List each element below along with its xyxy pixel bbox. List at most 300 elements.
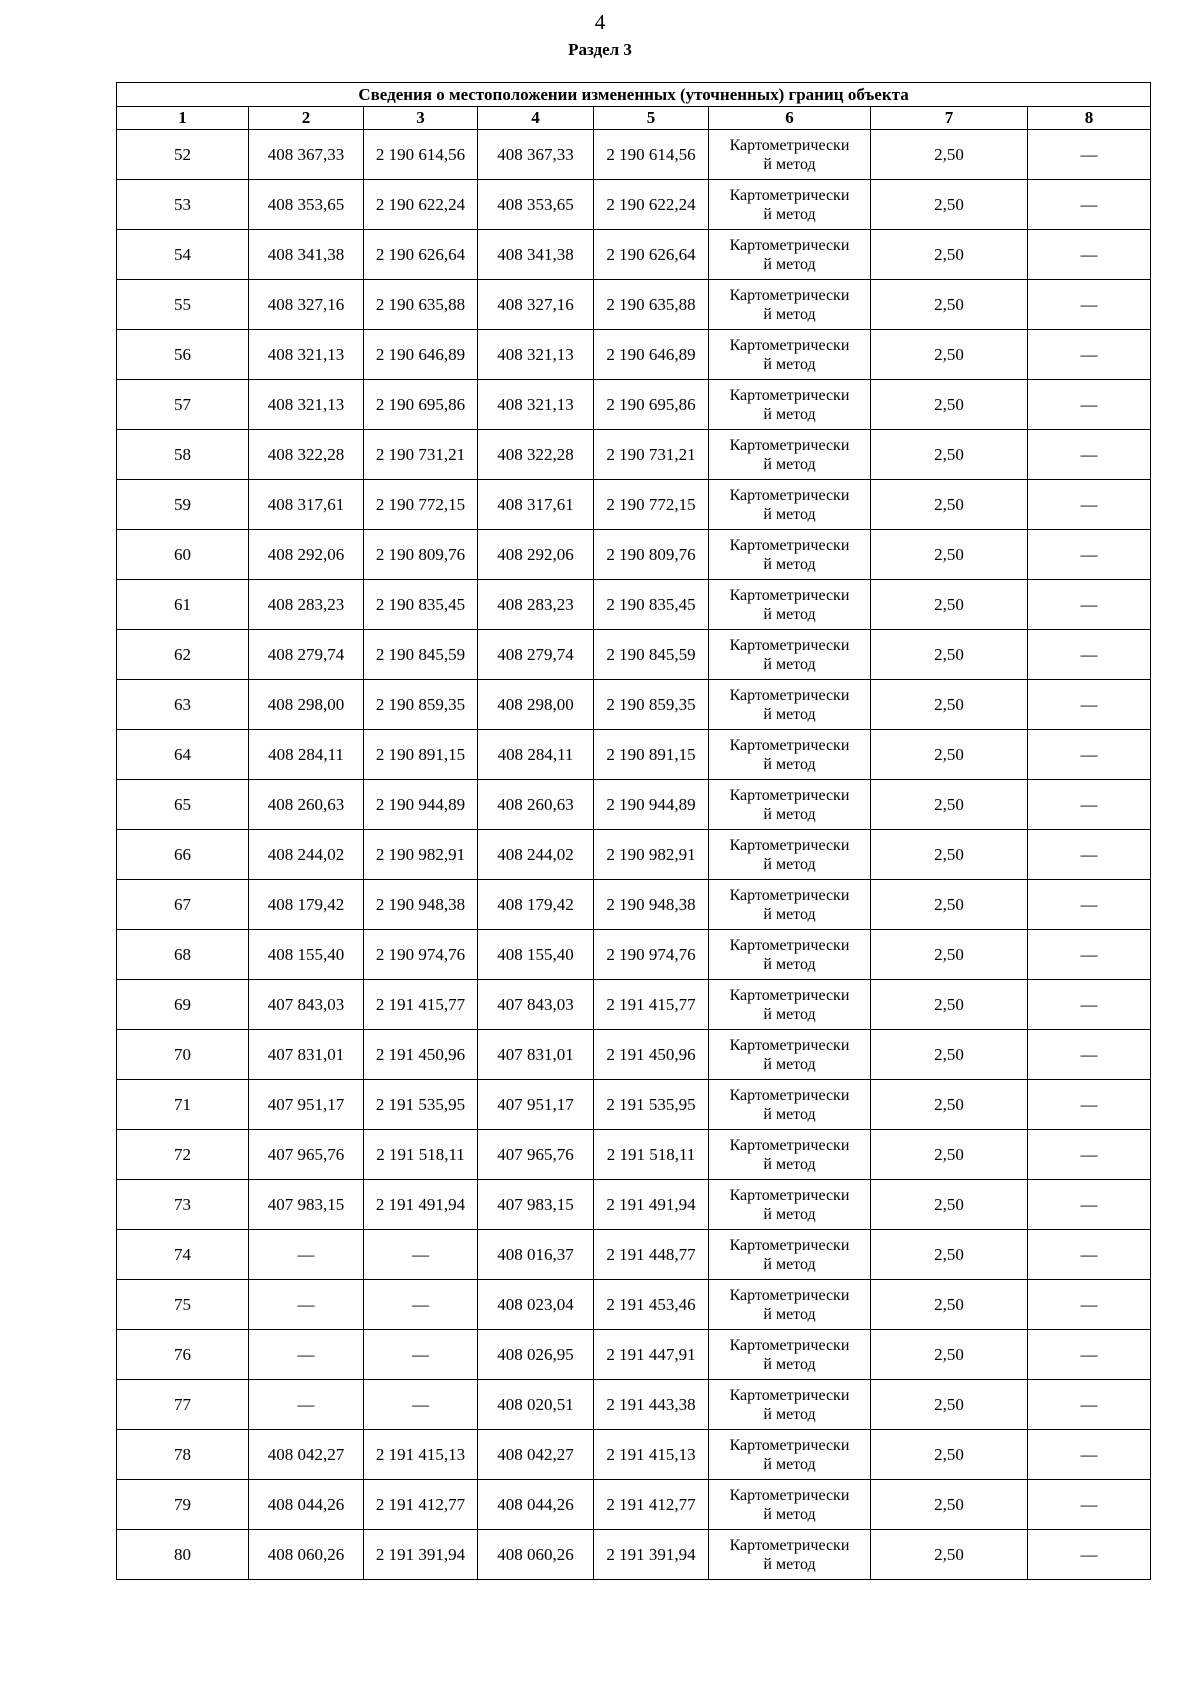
method-text-line2: й метод <box>763 555 816 573</box>
method-text-line2: й метод <box>763 305 816 323</box>
method-cell <box>709 430 871 480</box>
table-body <box>117 130 1151 1580</box>
method-cell <box>709 530 871 580</box>
refined-y-cell: 2 191 491,94 <box>594 1180 709 1230</box>
existing-y-cell: 2 191 450,96 <box>364 1030 478 1080</box>
method-text-line1: Картометрически <box>729 286 850 304</box>
table-row <box>117 230 1151 280</box>
refined-x-cell: 408 298,00 <box>478 680 594 730</box>
existing-y-cell: 2 190 626,64 <box>364 230 478 280</box>
table-row <box>117 480 1151 530</box>
method-text-line2: й метод <box>763 1255 816 1273</box>
refined-x-cell: 408 353,65 <box>478 180 594 230</box>
refined-x-cell: 408 322,28 <box>478 430 594 480</box>
method-cell <box>709 980 871 1030</box>
description-cell: — <box>1028 330 1151 380</box>
method-text-line1: Картометрически <box>729 1186 850 1204</box>
method-text-line2: й метод <box>763 455 816 473</box>
method-cell <box>709 380 871 430</box>
description-cell: — <box>1028 930 1151 980</box>
existing-x-cell: 407 831,01 <box>249 1030 364 1080</box>
point-number-cell: 71 <box>117 1080 249 1130</box>
point-number-cell: 70 <box>117 1030 249 1080</box>
point-number-cell: 62 <box>117 630 249 680</box>
existing-y-cell: 2 190 859,35 <box>364 680 478 730</box>
precision-cell: 2,50 <box>871 1280 1028 1330</box>
precision-cell: 2,50 <box>871 1530 1028 1580</box>
existing-x-cell: 408 321,13 <box>249 380 364 430</box>
method-text-line2: й метод <box>763 655 816 673</box>
existing-y-cell: 2 191 412,77 <box>364 1480 478 1530</box>
method-text-line2: й метод <box>763 605 816 623</box>
refined-x-cell: 408 321,13 <box>478 330 594 380</box>
table-row <box>117 130 1151 180</box>
existing-x-cell: 408 327,16 <box>249 280 364 330</box>
method-text-line2: й метод <box>763 155 816 173</box>
method-text-line1: Картометрически <box>729 1486 850 1504</box>
method-text-line1: Картометрически <box>729 136 850 154</box>
refined-x-cell: 408 179,42 <box>478 880 594 930</box>
refined-x-cell: 408 155,40 <box>478 930 594 980</box>
method-cell <box>709 1330 871 1380</box>
table-row <box>117 1080 1151 1130</box>
existing-y-cell: 2 190 891,15 <box>364 730 478 780</box>
existing-x-cell: 408 060,26 <box>249 1530 364 1580</box>
table-row <box>117 630 1151 680</box>
precision-cell: 2,50 <box>871 1180 1028 1230</box>
existing-y-cell: 2 190 622,24 <box>364 180 478 230</box>
point-number-cell: 61 <box>117 580 249 630</box>
existing-x-cell: 407 951,17 <box>249 1080 364 1130</box>
existing-y-cell: 2 191 391,94 <box>364 1530 478 1580</box>
description-cell: — <box>1028 780 1151 830</box>
point-number-cell: 72 <box>117 1130 249 1180</box>
existing-y-cell: 2 190 974,76 <box>364 930 478 980</box>
table-row <box>117 1180 1151 1230</box>
refined-y-cell: 2 191 391,94 <box>594 1530 709 1580</box>
point-number-cell: 68 <box>117 930 249 980</box>
method-text-line1: Картометрически <box>729 1236 850 1254</box>
existing-x-cell: 408 317,61 <box>249 480 364 530</box>
table-row <box>117 1280 1151 1330</box>
refined-x-cell: 408 283,23 <box>478 580 594 630</box>
method-cell <box>709 680 871 730</box>
precision-cell: 2,50 <box>871 1380 1028 1430</box>
precision-cell: 2,50 <box>871 480 1028 530</box>
existing-y-cell: 2 190 635,88 <box>364 280 478 330</box>
precision-cell: 2,50 <box>871 1030 1028 1080</box>
existing-x-cell: — <box>249 1380 364 1430</box>
method-text-line1: Картометрически <box>729 336 850 354</box>
description-cell: — <box>1028 580 1151 630</box>
precision-cell: 2,50 <box>871 880 1028 930</box>
method-text-line2: й метод <box>763 905 816 923</box>
method-text-line1: Картометрически <box>729 436 850 454</box>
table-row <box>117 180 1151 230</box>
refined-x-cell: 408 292,06 <box>478 530 594 580</box>
refined-y-cell: 2 191 415,13 <box>594 1430 709 1480</box>
method-text-line1: Картометрически <box>729 1336 850 1354</box>
description-cell: — <box>1028 980 1151 1030</box>
precision-cell: 2,50 <box>871 1480 1028 1530</box>
method-text-line1: Картометрически <box>729 736 850 754</box>
table-row <box>117 380 1151 430</box>
description-cell: — <box>1028 1080 1151 1130</box>
column-number-6: 6 <box>709 107 871 130</box>
existing-x-cell: 408 284,11 <box>249 730 364 780</box>
method-cell <box>709 480 871 530</box>
existing-y-cell: — <box>364 1280 478 1330</box>
table-row <box>117 980 1151 1030</box>
description-cell: — <box>1028 180 1151 230</box>
refined-x-cell: 407 983,15 <box>478 1180 594 1230</box>
existing-x-cell: 408 044,26 <box>249 1480 364 1530</box>
point-number-cell: 53 <box>117 180 249 230</box>
precision-cell: 2,50 <box>871 580 1028 630</box>
refined-x-cell: 408 260,63 <box>478 780 594 830</box>
method-text-line2: й метод <box>763 205 816 223</box>
existing-y-cell: 2 190 944,89 <box>364 780 478 830</box>
precision-cell: 2,50 <box>871 780 1028 830</box>
method-text-line2: й метод <box>763 1155 816 1173</box>
existing-x-cell: 408 279,74 <box>249 630 364 680</box>
method-text-line1: Картометрически <box>729 486 850 504</box>
point-number-cell: 77 <box>117 1380 249 1430</box>
method-text-line2: й метод <box>763 1455 816 1473</box>
table-row <box>117 330 1151 380</box>
refined-x-cell: 408 026,95 <box>478 1330 594 1380</box>
method-cell <box>709 130 871 180</box>
existing-x-cell: 408 353,65 <box>249 180 364 230</box>
refined-y-cell: 2 190 695,86 <box>594 380 709 430</box>
method-text-line1: Картометрически <box>729 1036 850 1054</box>
refined-x-cell: 408 016,37 <box>478 1230 594 1280</box>
refined-x-cell: 408 327,16 <box>478 280 594 330</box>
method-text-line2: й метод <box>763 355 816 373</box>
refined-x-cell: 408 284,11 <box>478 730 594 780</box>
existing-x-cell: 408 283,23 <box>249 580 364 630</box>
description-cell: — <box>1028 480 1151 530</box>
table-row <box>117 730 1151 780</box>
table-row <box>117 280 1151 330</box>
method-text-line1: Картометрически <box>729 1536 850 1554</box>
refined-x-cell: 408 023,04 <box>478 1280 594 1330</box>
refined-x-cell: 408 321,13 <box>478 380 594 430</box>
description-cell: — <box>1028 230 1151 280</box>
refined-y-cell: 2 190 622,24 <box>594 180 709 230</box>
existing-x-cell: 408 244,02 <box>249 830 364 880</box>
refined-y-cell: 2 191 450,96 <box>594 1030 709 1080</box>
precision-cell: 2,50 <box>871 680 1028 730</box>
description-cell: — <box>1028 1230 1151 1280</box>
description-cell: — <box>1028 1030 1151 1080</box>
method-cell <box>709 830 871 880</box>
precision-cell: 2,50 <box>871 330 1028 380</box>
existing-y-cell: 2 190 809,76 <box>364 530 478 580</box>
existing-x-cell: 408 298,00 <box>249 680 364 730</box>
precision-cell: 2,50 <box>871 730 1028 780</box>
point-number-cell: 55 <box>117 280 249 330</box>
point-number-cell: 73 <box>117 1180 249 1230</box>
column-number-5: 5 <box>594 107 709 130</box>
precision-cell: 2,50 <box>871 530 1028 580</box>
existing-y-cell: 2 190 948,38 <box>364 880 478 930</box>
method-text-line1: Картометрически <box>729 986 850 1004</box>
existing-x-cell: 407 843,03 <box>249 980 364 1030</box>
description-cell: — <box>1028 1380 1151 1430</box>
precision-cell: 2,50 <box>871 380 1028 430</box>
column-number-4: 4 <box>478 107 594 130</box>
method-text-line2: й метод <box>763 255 816 273</box>
method-text-line1: Картометрически <box>729 686 850 704</box>
section-title: Раздел 3 <box>568 40 632 59</box>
method-cell <box>709 280 871 330</box>
existing-y-cell: 2 190 772,15 <box>364 480 478 530</box>
existing-y-cell: 2 190 646,89 <box>364 330 478 380</box>
description-cell: — <box>1028 1330 1151 1380</box>
existing-x-cell: 407 965,76 <box>249 1130 364 1180</box>
existing-x-cell: — <box>249 1230 364 1280</box>
method-text-line2: й метод <box>763 1355 816 1373</box>
table-row <box>117 580 1151 630</box>
refined-x-cell: 408 042,27 <box>478 1430 594 1480</box>
refined-y-cell: 2 191 535,95 <box>594 1080 709 1130</box>
refined-y-cell: 2 191 453,46 <box>594 1280 709 1330</box>
refined-x-cell: 408 317,61 <box>478 480 594 530</box>
precision-cell: 2,50 <box>871 230 1028 280</box>
method-cell <box>709 180 871 230</box>
description-cell: — <box>1028 280 1151 330</box>
column-numbers-row <box>117 107 1151 130</box>
method-text-line2: й метод <box>763 1405 816 1423</box>
precision-cell: 2,50 <box>871 980 1028 1030</box>
point-number-cell: 75 <box>117 1280 249 1330</box>
description-cell: — <box>1028 730 1151 780</box>
point-number-cell: 64 <box>117 730 249 780</box>
table-row <box>117 880 1151 930</box>
method-text-line2: й метод <box>763 505 816 523</box>
refined-x-cell: 408 244,02 <box>478 830 594 880</box>
description-cell: — <box>1028 380 1151 430</box>
method-text-line1: Картометрически <box>729 386 850 404</box>
method-text-line1: Картометрически <box>729 1136 850 1154</box>
method-text-line2: й метод <box>763 1505 816 1523</box>
refined-y-cell: 2 190 731,21 <box>594 430 709 480</box>
method-cell <box>709 1480 871 1530</box>
refined-y-cell: 2 190 626,64 <box>594 230 709 280</box>
refined-y-cell: 2 190 859,35 <box>594 680 709 730</box>
existing-y-cell: 2 191 535,95 <box>364 1080 478 1130</box>
refined-x-cell: 408 367,33 <box>478 130 594 180</box>
method-cell <box>709 1280 871 1330</box>
method-cell <box>709 1230 871 1280</box>
existing-y-cell: — <box>364 1330 478 1380</box>
table-row <box>117 1430 1151 1480</box>
existing-y-cell: 2 190 614,56 <box>364 130 478 180</box>
table-row <box>117 1130 1151 1180</box>
point-number-cell: 78 <box>117 1430 249 1480</box>
method-text-line2: й метод <box>763 705 816 723</box>
point-number-cell: 63 <box>117 680 249 730</box>
existing-y-cell: 2 190 695,86 <box>364 380 478 430</box>
precision-cell: 2,50 <box>871 1130 1028 1180</box>
table-row <box>117 830 1151 880</box>
precision-cell: 2,50 <box>871 130 1028 180</box>
refined-y-cell: 2 190 835,45 <box>594 580 709 630</box>
method-text-line1: Картометрически <box>729 886 850 904</box>
method-text-line2: й метод <box>763 755 816 773</box>
refined-x-cell: 408 341,38 <box>478 230 594 280</box>
existing-y-cell: 2 191 518,11 <box>364 1130 478 1180</box>
point-number-cell: 59 <box>117 480 249 530</box>
table-row <box>117 1230 1151 1280</box>
description-cell: — <box>1028 1480 1151 1530</box>
point-number-cell: 66 <box>117 830 249 880</box>
point-number-cell: 65 <box>117 780 249 830</box>
existing-y-cell: 2 191 491,94 <box>364 1180 478 1230</box>
point-number-cell: 69 <box>117 980 249 1030</box>
method-text-line1: Картометрически <box>729 586 850 604</box>
column-number-1: 1 <box>117 107 249 130</box>
column-number-3: 3 <box>364 107 478 130</box>
description-cell: — <box>1028 1430 1151 1480</box>
refined-y-cell: 2 191 518,11 <box>594 1130 709 1180</box>
method-text-line1: Картометрически <box>729 236 850 254</box>
method-cell <box>709 1430 871 1480</box>
method-text-line1: Картометрически <box>729 186 850 204</box>
table-row <box>117 1380 1151 1430</box>
table-row <box>117 680 1151 730</box>
refined-x-cell: 407 965,76 <box>478 1130 594 1180</box>
refined-y-cell: 2 190 948,38 <box>594 880 709 930</box>
refined-y-cell: 2 190 772,15 <box>594 480 709 530</box>
existing-x-cell: 408 321,13 <box>249 330 364 380</box>
refined-y-cell: 2 190 944,89 <box>594 780 709 830</box>
method-text-line1: Картометрически <box>729 936 850 954</box>
point-number-cell: 76 <box>117 1330 249 1380</box>
existing-x-cell: 408 179,42 <box>249 880 364 930</box>
refined-x-cell: 407 843,03 <box>478 980 594 1030</box>
point-number-cell: 57 <box>117 380 249 430</box>
existing-y-cell: 2 190 845,59 <box>364 630 478 680</box>
existing-x-cell: 408 322,28 <box>249 430 364 480</box>
precision-cell: 2,50 <box>871 1080 1028 1130</box>
existing-x-cell: 408 260,63 <box>249 780 364 830</box>
method-cell <box>709 1530 871 1580</box>
point-number-cell: 74 <box>117 1230 249 1280</box>
description-cell: — <box>1028 880 1151 930</box>
description-cell: — <box>1028 530 1151 580</box>
method-text-line2: й метод <box>763 405 816 423</box>
table-row <box>117 1480 1151 1530</box>
method-cell <box>709 1030 871 1080</box>
existing-y-cell: 2 191 415,13 <box>364 1430 478 1480</box>
precision-cell: 2,50 <box>871 930 1028 980</box>
existing-x-cell: 408 367,33 <box>249 130 364 180</box>
existing-y-cell: 2 191 415,77 <box>364 980 478 1030</box>
precision-cell: 2,50 <box>871 1230 1028 1280</box>
existing-x-cell: 408 341,38 <box>249 230 364 280</box>
existing-y-cell: — <box>364 1380 478 1430</box>
refined-x-cell: 408 060,26 <box>478 1530 594 1580</box>
existing-x-cell: 408 042,27 <box>249 1430 364 1480</box>
method-text-line2: й метод <box>763 955 816 973</box>
point-number-cell: 67 <box>117 880 249 930</box>
method-cell <box>709 330 871 380</box>
method-cell <box>709 880 871 930</box>
table-row <box>117 780 1151 830</box>
refined-y-cell: 2 190 974,76 <box>594 930 709 980</box>
point-number-cell: 79 <box>117 1480 249 1530</box>
method-text-line2: й метод <box>763 1105 816 1123</box>
method-cell <box>709 230 871 280</box>
table-row <box>117 1030 1151 1080</box>
refined-y-cell: 2 190 845,59 <box>594 630 709 680</box>
existing-x-cell: 407 983,15 <box>249 1180 364 1230</box>
refined-y-cell: 2 191 448,77 <box>594 1230 709 1280</box>
point-number-cell: 60 <box>117 530 249 580</box>
refined-y-cell: 2 191 412,77 <box>594 1480 709 1530</box>
precision-cell: 2,50 <box>871 1330 1028 1380</box>
method-text-line1: Картометрически <box>729 786 850 804</box>
table-row <box>117 1530 1151 1580</box>
description-cell: — <box>1028 1280 1151 1330</box>
column-number-8: 8 <box>1028 107 1151 130</box>
point-number-cell: 56 <box>117 330 249 380</box>
method-text-line1: Картометрически <box>729 1386 850 1404</box>
method-text-line2: й метод <box>763 855 816 873</box>
method-text-line1: Картометрически <box>729 1086 850 1104</box>
description-cell: — <box>1028 1180 1151 1230</box>
method-text-line1: Картометрически <box>729 636 850 654</box>
existing-x-cell: — <box>249 1330 364 1380</box>
refined-x-cell: 408 020,51 <box>478 1380 594 1430</box>
method-cell <box>709 580 871 630</box>
method-cell <box>709 1380 871 1430</box>
method-cell <box>709 630 871 680</box>
column-number-2: 2 <box>249 107 364 130</box>
existing-x-cell: 408 155,40 <box>249 930 364 980</box>
description-cell: — <box>1028 1530 1151 1580</box>
point-number-cell: 80 <box>117 1530 249 1580</box>
precision-cell: 2,50 <box>871 830 1028 880</box>
table-row <box>117 430 1151 480</box>
refined-y-cell: 2 190 809,76 <box>594 530 709 580</box>
precision-cell: 2,50 <box>871 280 1028 330</box>
existing-y-cell: 2 190 835,45 <box>364 580 478 630</box>
description-cell: — <box>1028 830 1151 880</box>
method-text-line2: й метод <box>763 1305 816 1323</box>
refined-y-cell: 2 190 614,56 <box>594 130 709 180</box>
table-row <box>117 930 1151 980</box>
refined-y-cell: 2 190 982,91 <box>594 830 709 880</box>
method-text-line2: й метод <box>763 1005 816 1023</box>
method-cell <box>709 730 871 780</box>
refined-y-cell: 2 190 646,89 <box>594 330 709 380</box>
existing-y-cell: 2 190 982,91 <box>364 830 478 880</box>
method-cell <box>709 1080 871 1130</box>
refined-x-cell: 407 951,17 <box>478 1080 594 1130</box>
precision-cell: 2,50 <box>871 430 1028 480</box>
existing-y-cell: 2 190 731,21 <box>364 430 478 480</box>
refined-y-cell: 2 190 891,15 <box>594 730 709 780</box>
method-cell <box>709 780 871 830</box>
existing-x-cell: 408 292,06 <box>249 530 364 580</box>
point-number-cell: 54 <box>117 230 249 280</box>
existing-y-cell: — <box>364 1230 478 1280</box>
table-row <box>117 530 1151 580</box>
precision-cell: 2,50 <box>871 630 1028 680</box>
